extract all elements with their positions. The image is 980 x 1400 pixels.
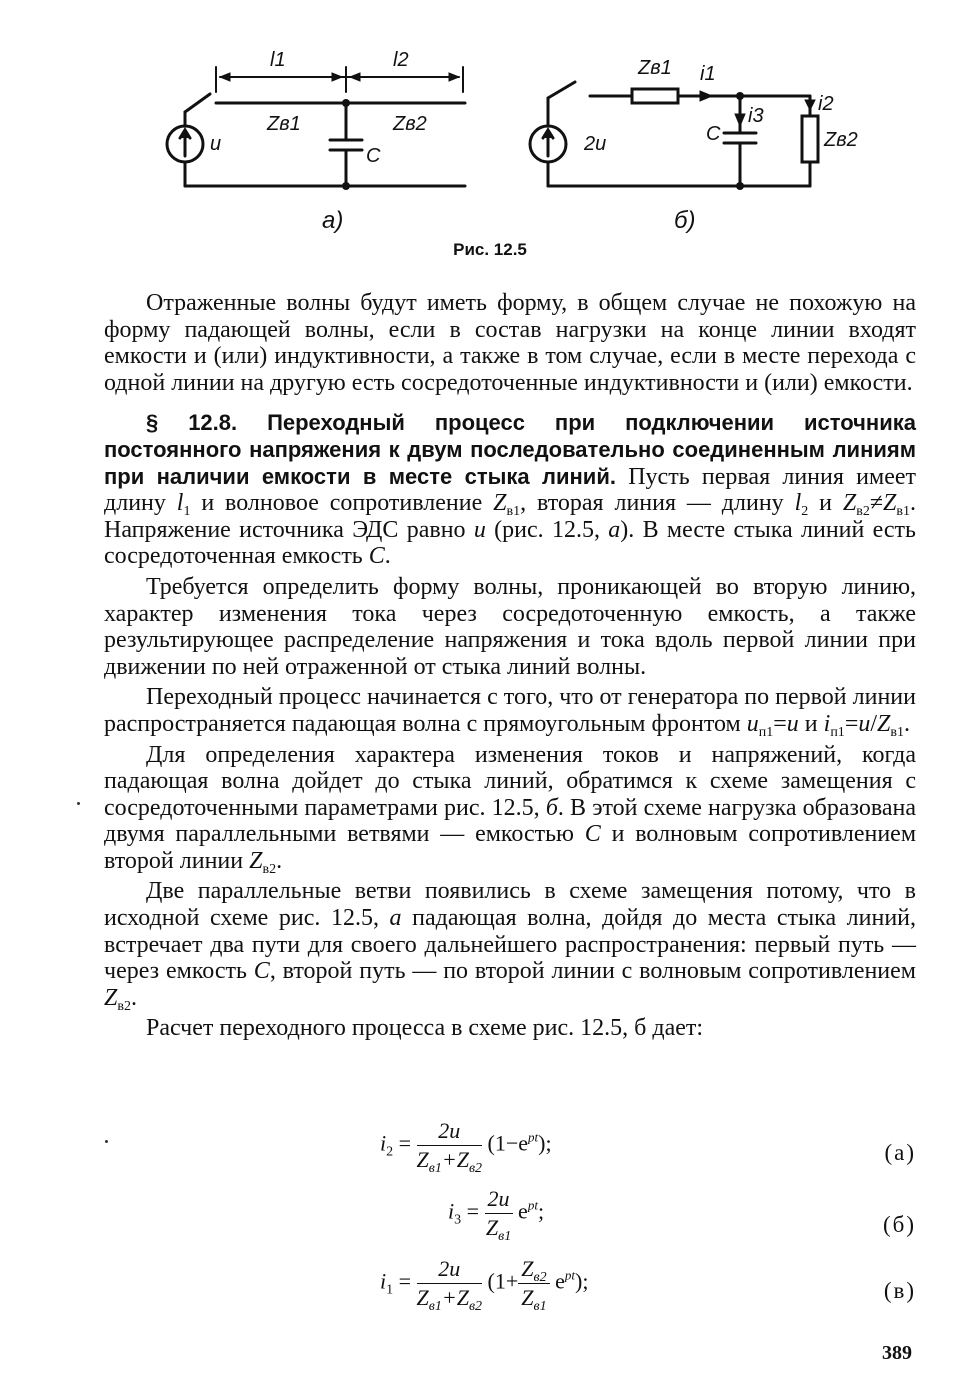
circuit-diagrams — [150, 40, 870, 270]
label-cap-a: C — [366, 145, 381, 167]
label-i3: i3 — [748, 105, 764, 127]
paragraph-reflected-waves: Отраженные волны будут иметь форму, в общем случае не похожую на форму падающей волны, если в состав нагрузки на конце линии входят емкости и (или) индуктивности, а также в том случае, если в месте перехода с одной линии на другую есть сосредоточенные индуктивности и (или) емкости. — [104, 290, 916, 396]
equation-label-b: (б) — [882, 1212, 916, 1237]
label-zb1-b: Zв1 — [638, 57, 672, 79]
resistor-zb2 — [802, 116, 818, 162]
label-zb1-a: Zв1 — [267, 113, 301, 135]
speck — [105, 1140, 108, 1143]
label-l1: l1 — [270, 49, 286, 71]
figure-caption: Рис. 12.5 — [453, 240, 527, 259]
label-part-a: а) — [322, 207, 344, 234]
label-cap-b: C — [706, 123, 721, 145]
label-source-a: u — [210, 133, 222, 155]
label-l2: l2 — [393, 49, 409, 71]
label-source-b: 2u — [584, 133, 607, 155]
switch-a — [185, 94, 210, 112]
circuit-figure — [150, 40, 870, 270]
equation-label-c: (в) — [883, 1278, 916, 1303]
paragraph-equivalent-circuit: Для определения характера изменения токов и напряжений, когда падающая волна дойдет до стыка линий, обратимся к схеме замещения с сосредоточенными параметрами рис. 12.5, б. В этой схеме нагрузка образована двумя параллельными ветвями — емкостью C и волновым сопротивлением второй линии $Z_{в2}$. — [104, 741, 917, 877]
paragraph-task: Требуется определить форму волны, проникающей во вторую линию, характер изменения тока через сосредоточенную емкость, а также результирующее распределение напряжения и тока вдоль первой линии при движении по ней отраженной от стыка линий волны. — [104, 573, 916, 680]
section-heading: § 12.8. Переходный процесс при подключении источника постоянного напряжения к двум последовательно соединенным линиям при наличии емкости в месте стыка линий. — [104, 410, 916, 489]
page-number: 389 — [882, 1342, 912, 1364]
paragraph-section-12-8: § 12.8. Переходный процесс при подключении источника постоянного напряжения к двум последовательно соединенным линиям при наличии емкости в месте стыка линий. Пусть первая линия имеет длину $l_1$ и волновое сопротивление $Z_{в1}$, вторая линия — длину $l_2$ и $Z_{в2}\ne Z_{в1}$. Напряжение источника ЭДС равно u (рис. 12.5, а). В месте стыка линий есть сосредоточенная емкость C. — [104, 410, 917, 570]
resistor-zb1 — [632, 89, 678, 103]
paragraph-two-branches: Две параллельные ветви появились в схеме замещения потому, что в исходной схеме рис. 12.5, а падающая волна, дойдя до места стыка линий, встречает два пути для своего дальнейшего распространения: первый путь — через емкость C, второй путь — по второй линии с волновым сопротивлением $Z_{в2}$. — [104, 878, 917, 1014]
equation-i1: $i_1$ = $\frac{2u}{Z_{в1}+Z_{в2}}$ (1+ $\frac{Z_{в2}}{Z_{в1}}$ $e^{pt}$); — [380, 1256, 589, 1314]
label-i1: i1 — [700, 63, 716, 85]
label-part-b: б) — [674, 207, 696, 234]
switch-b — [548, 82, 575, 98]
paragraph-calculation: Расчет переходного процесса в схеме рис. 12.5, б дает: — [146, 1015, 704, 1042]
paragraph-process-start: Переходный процесс начинается с того, что от генератора по первой линии распространяется падающая волна с прямоугольным фронтом $u_{п1}=u$ и $i_{п1}=u/Z_{в1}$. — [104, 684, 916, 740]
label-zb2-a: Zв2 — [393, 113, 427, 135]
label-zb2-b: Zв2 — [824, 129, 858, 151]
body-text — [104, 290, 916, 1042]
equation-label-a: (а) — [884, 1140, 916, 1165]
equation-i3: $i_3$ = $\frac{2u}{Z_{в1}}$ $e^{pt}$; — [448, 1186, 545, 1244]
equation-i2: $i_2$ = $\frac{2u}{Z_{в1}+Z_{в2}}$ $(1-e^{pt})$; — [380, 1118, 552, 1176]
speck — [77, 802, 80, 805]
label-i2: i2 — [818, 93, 834, 115]
